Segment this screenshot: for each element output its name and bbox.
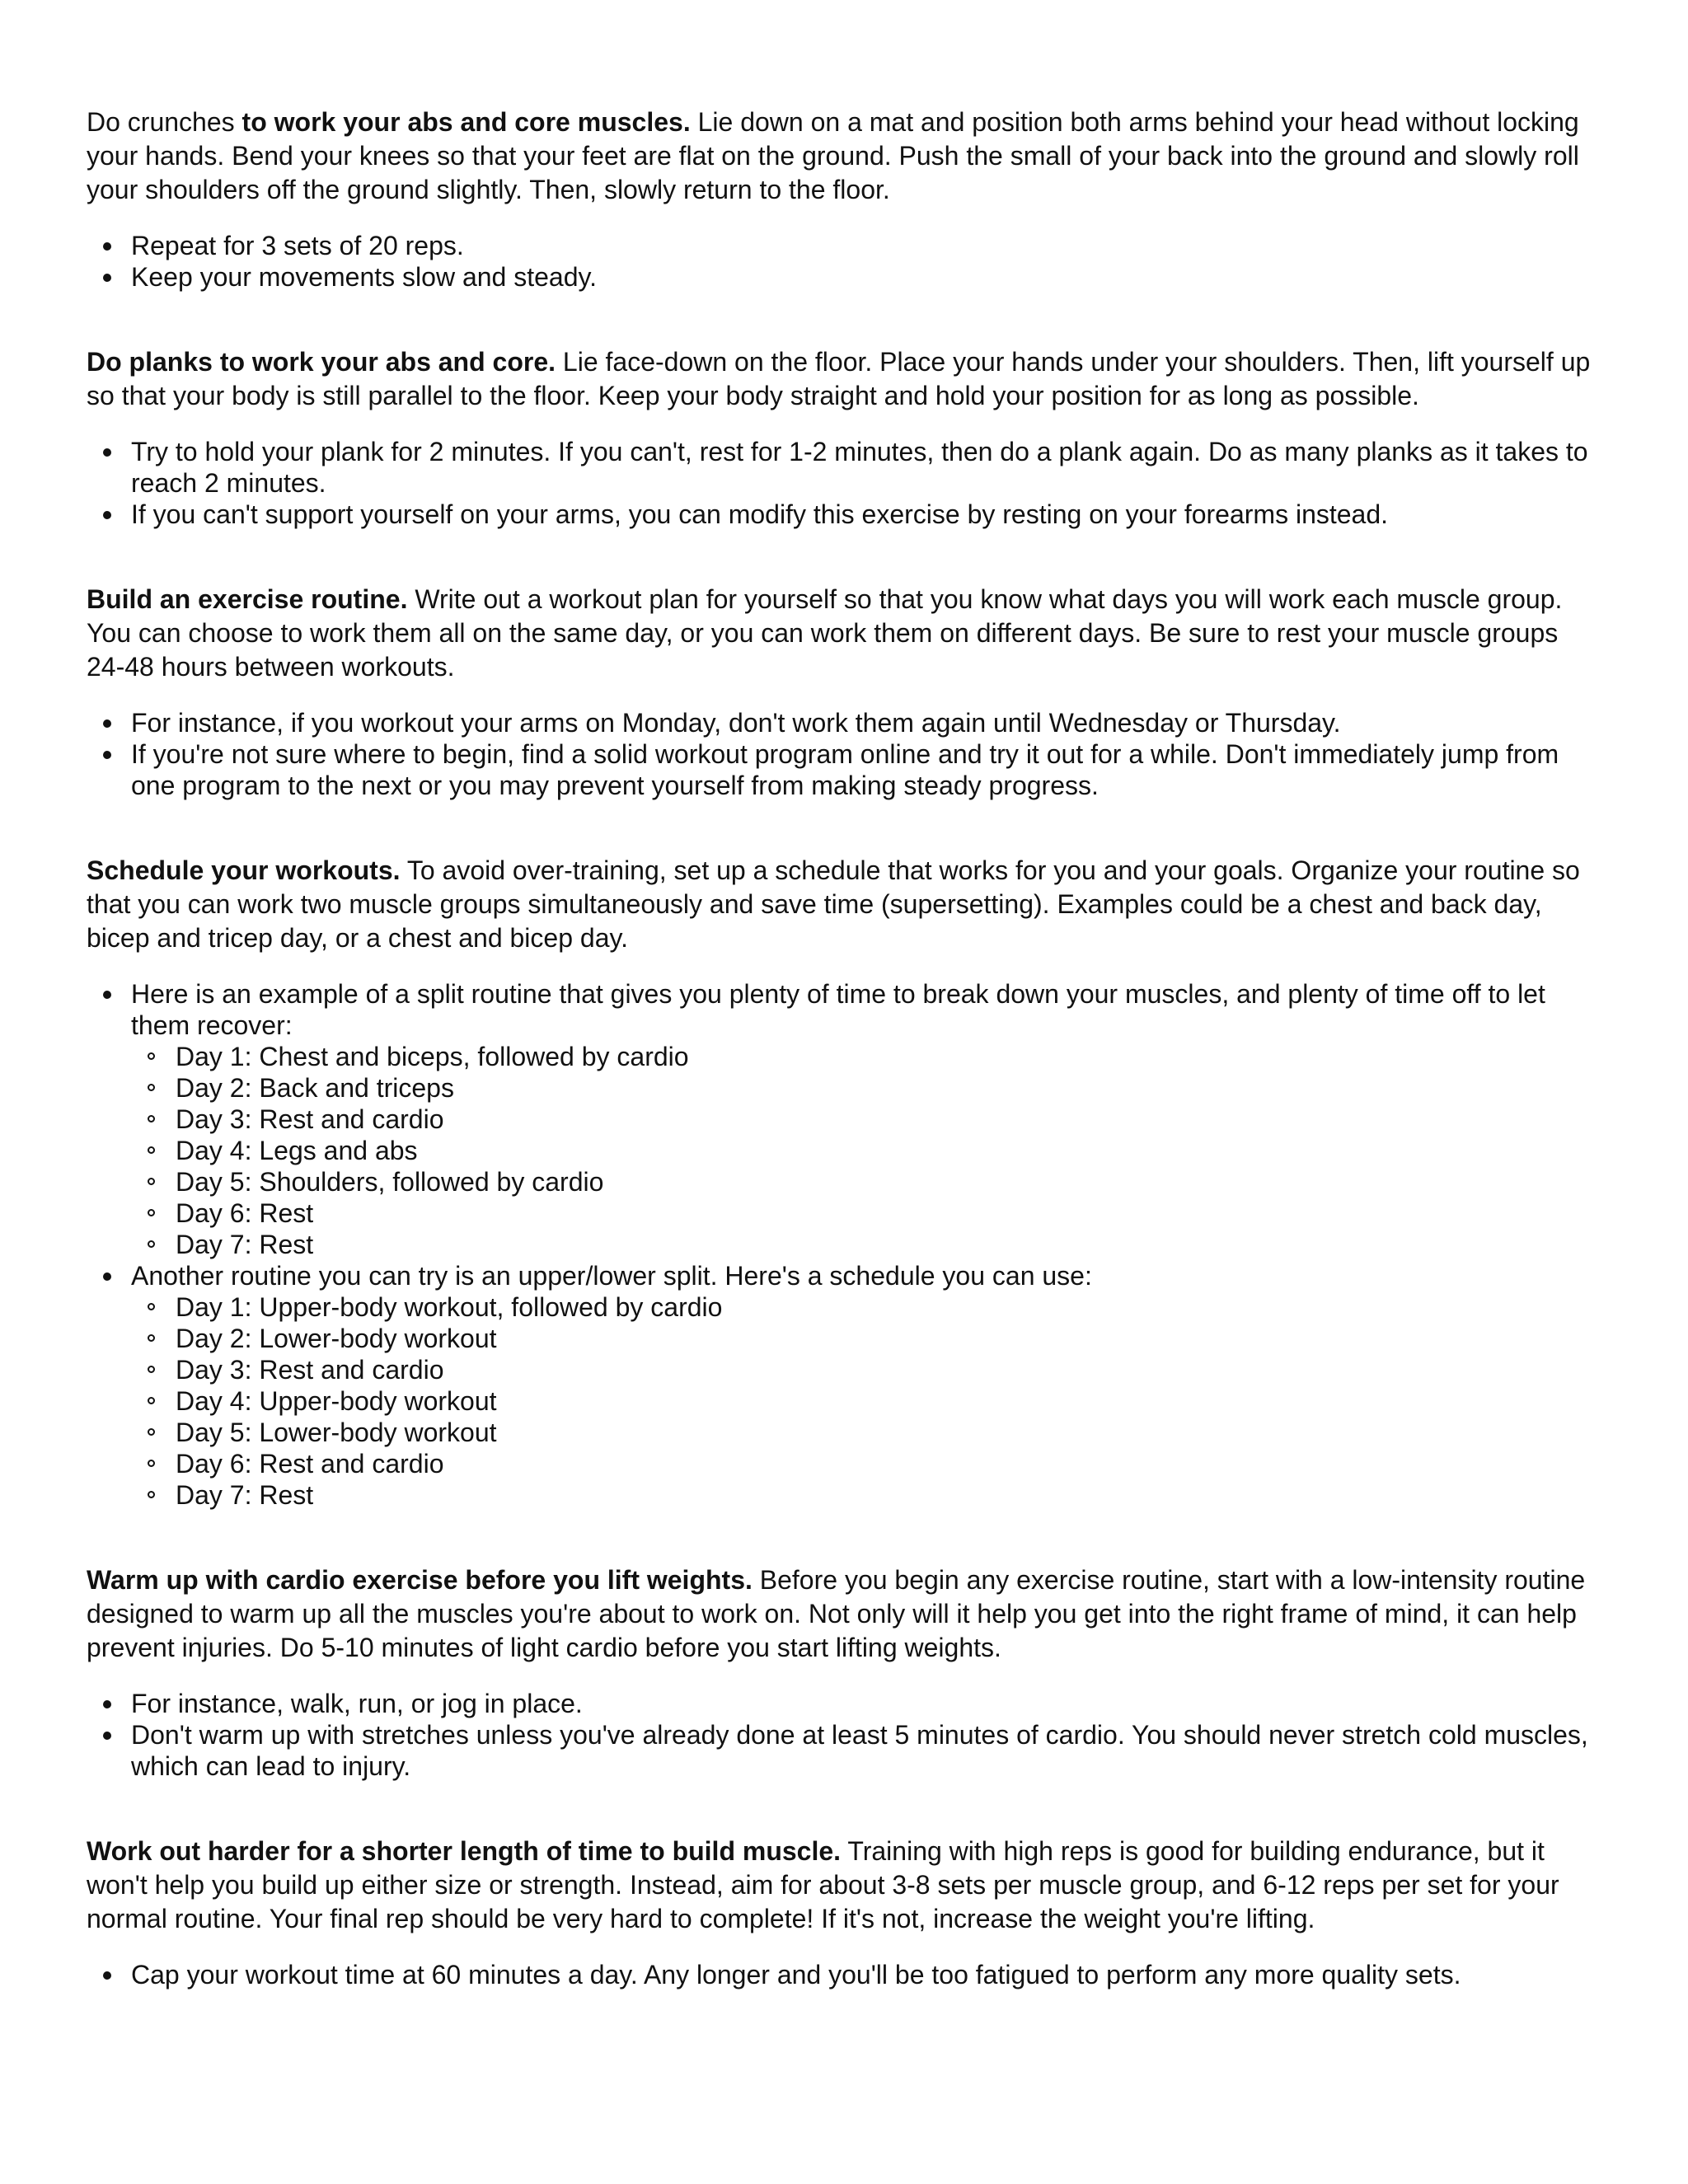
list-item: Try to hold your plank for 2 minutes. If you can't, rest for 1-2 minutes, then do a plank again. Do as many planks as it takes to reach 2 minutes. (131, 436, 1603, 499)
sub-list-item: Day 1: Chest and biceps, followed by cardio (176, 1041, 1603, 1072)
paragraph-body: Training with high reps is good for building endurance, but it won't help you build up either size or strength. Instead, aim for about 3-8 sets per muscle group, and 6-12 reps per set for your normal routine. Your final rep should be very hard to complete! If it's not, increase the weight you're lifting. (87, 1836, 1559, 1933)
sub-list-item: Day 6: Rest (176, 1197, 1603, 1229)
list-item: If you can't support yourself on your arms, you can modify this exercise by resting on your forearms instead. (131, 499, 1603, 530)
section-paragraph (87, 854, 1603, 955)
section-planks (87, 345, 1603, 530)
paragraph-lead: Do crunches (87, 107, 242, 137)
sub-list-item: Day 1: Upper-body workout, followed by cardio (176, 1291, 1603, 1323)
list-item: Don't warm up with stretches unless you've already done at least 5 minutes of cardio. You should never stretch cold muscles, which can lead to injury. (131, 1719, 1603, 1782)
sub-list-item: Day 5: Lower-body workout (176, 1417, 1603, 1448)
section-paragraph (87, 1835, 1603, 1936)
list-item: Cap your workout time at 60 minutes a day. Any longer and you'll be too fatigued to perform any more quality sets. (131, 1959, 1603, 1990)
section-warm-up (87, 1563, 1603, 1782)
paragraph-heading: Warm up with cardio exercise before you lift weights. (87, 1565, 753, 1595)
list-item: For instance, if you workout your arms on Monday, don't work them again until Wednesday or Thursday. (131, 707, 1603, 738)
list-item (131, 1260, 1603, 1511)
section-paragraph (87, 1563, 1603, 1665)
paragraph-heading: Schedule your workouts. (87, 855, 401, 885)
section-work-out-harder (87, 1835, 1603, 1990)
section-schedule-workouts (87, 854, 1603, 1511)
bullet-list (87, 978, 1603, 1511)
paragraph-body: Lie down on a mat and position both arms behind your head without locking your hands. Bend your knees so that your feet are flat on the ground. Push the small of your back into the ground and slowly roll your shoulders off the ground slightly. Then, slowly return to the floor. (87, 107, 1579, 204)
sub-list-item: Day 4: Upper-body workout (176, 1385, 1603, 1417)
paragraph-body: To avoid over-training, set up a schedule that works for you and your goals. Organize your routine so that you can work two muscle groups simultaneously and save time (supersetting). Examples could be a chest and back day, bicep and tricep day, or a chest and bicep day. (87, 855, 1580, 953)
paragraph-heading: to work your abs and core muscles. (241, 107, 691, 137)
sub-list-item: Day 2: Back and triceps (176, 1072, 1603, 1104)
section-paragraph (87, 105, 1603, 207)
bullet-list (87, 436, 1603, 530)
list-item: If you're not sure where to begin, find a solid workout program online and try it out for a while. Don't immediately jump from one program to the next or you may prevent yourself from making steady progress. (131, 738, 1603, 801)
bullet-list (87, 707, 1603, 801)
sub-list-item: Day 7: Rest (176, 1479, 1603, 1511)
paragraph-body: Lie face-down on the floor. Place your hands under your shoulders. Then, lift yourself up so that your body is still parallel to the floor. Keep your body straight and hold your position for as long as possible. (87, 347, 1591, 410)
paragraph-heading: Do planks to work your abs and core. (87, 347, 556, 377)
section-crunches (87, 105, 1603, 293)
section-paragraph (87, 583, 1603, 684)
sub-list-item: Day 7: Rest (176, 1229, 1603, 1260)
paragraph-heading: Work out harder for a shorter length of time to build muscle. (87, 1836, 842, 1866)
section-paragraph (87, 345, 1603, 413)
sub-bullet-list (131, 1291, 1603, 1511)
sub-list-item: Day 5: Shoulders, followed by cardio (176, 1166, 1603, 1197)
sub-list-item: Day 2: Lower-body workout (176, 1323, 1603, 1354)
section-exercise-routine (87, 583, 1603, 801)
list-item: Repeat for 3 sets of 20 reps. (131, 230, 1603, 261)
bullet-list (87, 1959, 1603, 1990)
paragraph-body: Write out a workout plan for yourself so that you know what days you will work each muscle group. You can choose to work them all on the same day, or you can work them on different days. Be sure to rest your muscle groups 24-48 hours between workouts. (87, 584, 1563, 682)
bullet-list (87, 230, 1603, 293)
document-page (87, 105, 1603, 2043)
sub-list-item: Day 3: Rest and cardio (176, 1354, 1603, 1385)
sub-list-item: Day 6: Rest and cardio (176, 1448, 1603, 1479)
list-item-text: Here is an example of a split routine that gives you plenty of time to break down your muscles, and plenty of time off to let them recover: (131, 979, 1545, 1040)
list-item (131, 978, 1603, 1260)
bullet-list (87, 1688, 1603, 1782)
list-item-text: Another routine you can try is an upper/lower split. Here's a schedule you can use: (131, 1261, 1092, 1291)
list-item: Keep your movements slow and steady. (131, 261, 1603, 293)
paragraph-heading: Build an exercise routine. (87, 584, 408, 614)
sub-list-item: Day 3: Rest and cardio (176, 1104, 1603, 1135)
paragraph-body: Before you begin any exercise routine, start with a low-intensity routine designed to warm up all the muscles you're about to work on. Not only will it help you get into the right frame of mind, it can help prevent injuries. Do 5-10 minutes of light cardio before you start lifting weights. (87, 1565, 1586, 1662)
sub-bullet-list (131, 1041, 1603, 1260)
sub-list-item: Day 4: Legs and abs (176, 1135, 1603, 1166)
list-item: For instance, walk, run, or jog in place. (131, 1688, 1603, 1719)
